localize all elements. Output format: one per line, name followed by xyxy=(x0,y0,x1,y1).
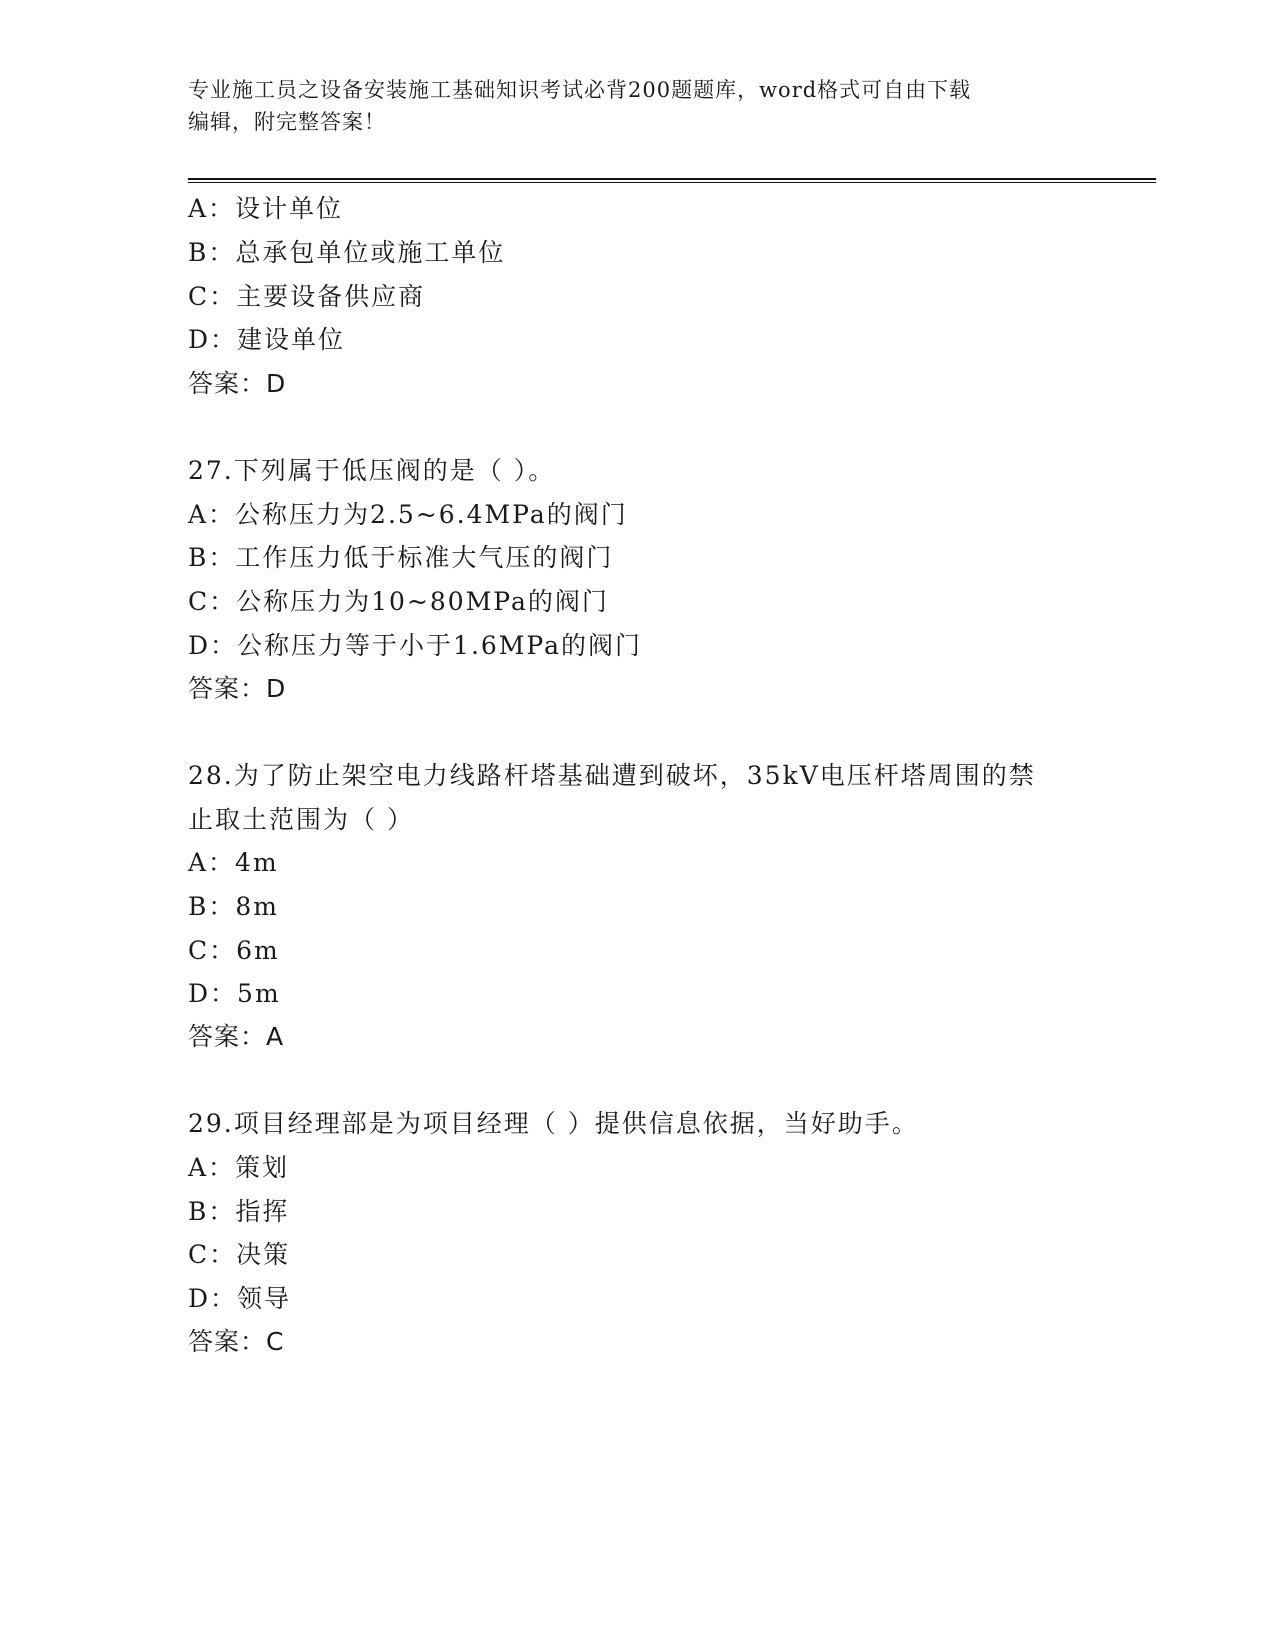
q28-stem-line-1: 28.为了防止架空电力线路杆塔基础遭到破坏，35kV电压杆塔周围的禁 xyxy=(188,761,1036,790)
q29-answer: 答案：C xyxy=(188,1327,285,1356)
q29-option-c: C：决策 xyxy=(188,1240,291,1269)
q27-option-b: B：工作压力低于标准大气压的阀门 xyxy=(188,543,614,572)
q29-stem: 29.项目经理部是为项目经理（ ）提供信息依据，当好助手。 xyxy=(188,1109,919,1138)
q28-option-c: C：6m xyxy=(188,936,280,965)
q26-option-a: A：设计单位 xyxy=(188,194,344,223)
document-header xyxy=(188,74,1088,138)
q27-option-a: A：公称压力为2.5~6.4MPa的阀门 xyxy=(188,500,628,529)
q28-answer: 答案：A xyxy=(188,1022,285,1051)
q26-option-d: D：建设单位 xyxy=(188,325,346,354)
q29-option-a: A：策划 xyxy=(188,1153,290,1182)
q27-option-d: D：公称压力等于小于1.6MPa的阀门 xyxy=(188,631,643,660)
q28-option-a: A：4m xyxy=(188,848,279,877)
q26-answer: 答案：D xyxy=(188,369,287,398)
q26-option-b: B：总承包单位或施工单位 xyxy=(188,238,506,267)
q27-answer: 答案：D xyxy=(188,674,287,703)
q28-option-d: D：5m xyxy=(188,979,281,1008)
q29-option-d: D：领导 xyxy=(188,1284,292,1313)
q27-stem: 27.下列属于低压阀的是（ ）。 xyxy=(188,456,556,485)
q28-option-b: B：8m xyxy=(188,892,279,921)
q27-option-c: C：公称压力为10~80MPa的阀门 xyxy=(188,587,609,616)
q28-stem-line-2: 止取土范围为（ ） xyxy=(188,805,414,834)
header-line-1: 专业施工员之设备安装施工基础知识考试必背200题题库，word格式可自由下载 xyxy=(188,78,972,102)
q26-option-c: C：主要设备供应商 xyxy=(188,282,426,311)
header-divider xyxy=(188,178,1156,183)
q29-option-b: B：指挥 xyxy=(188,1197,290,1226)
header-line-2: 编辑，附完整答案！ xyxy=(188,110,386,134)
